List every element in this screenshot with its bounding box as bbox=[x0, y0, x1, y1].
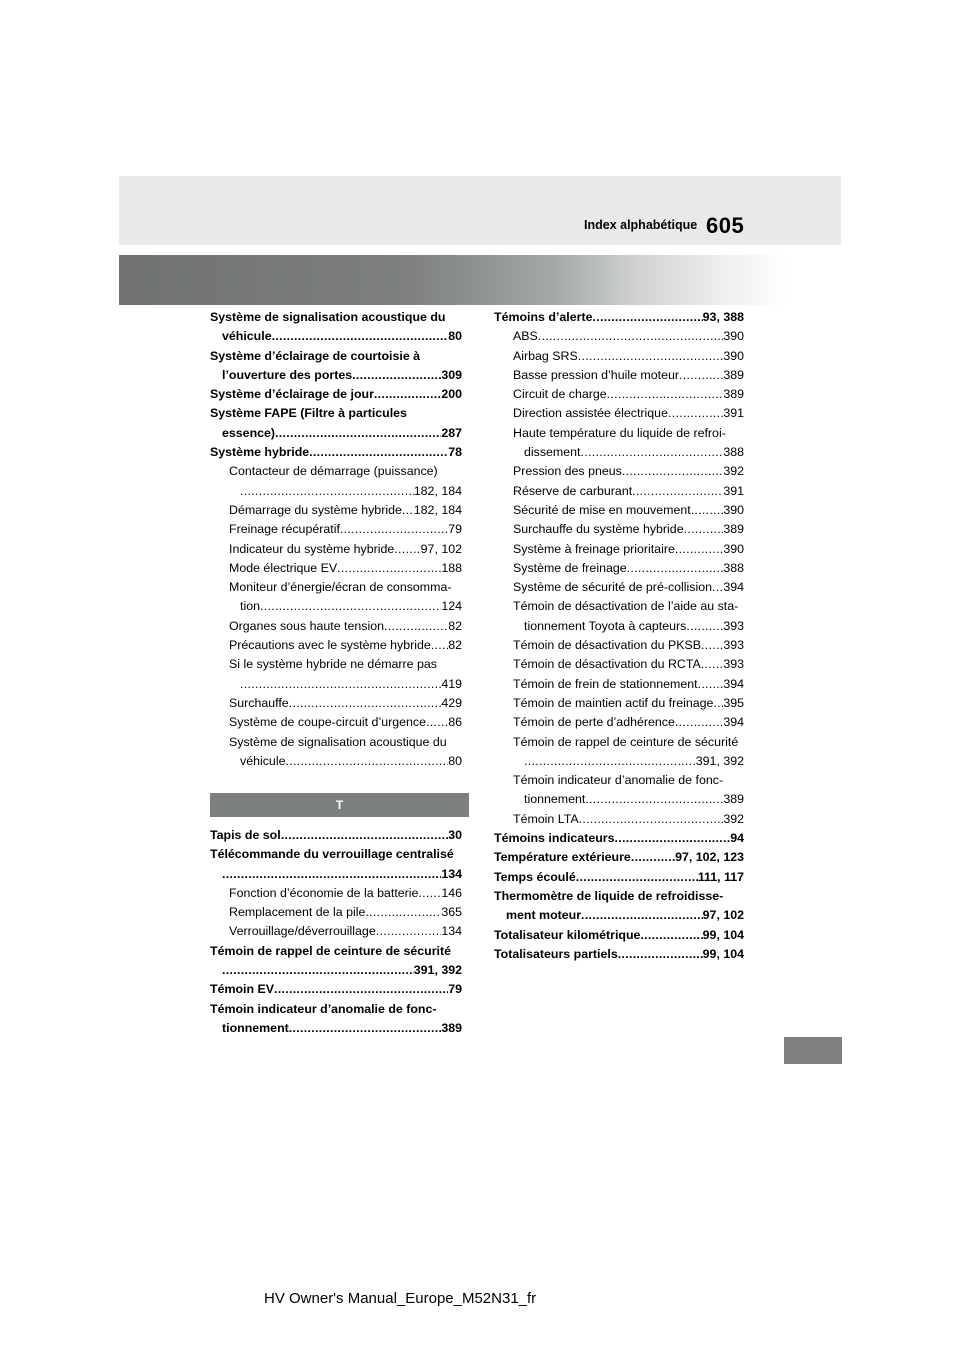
index-entry-line: Télécommande du verrouillage centralisé bbox=[210, 847, 454, 862]
index-subentry: Indicateur du système hybride ..... 97, 102 bbox=[210, 540, 462, 559]
index-entry-line: Système FAPE (Filtre à particules bbox=[210, 406, 407, 421]
index-subentry-line: Si le système hybride ne démarre pas bbox=[229, 657, 437, 672]
page-ref: 78 bbox=[448, 445, 462, 460]
index-subentry-line: Témoin de rappel de ceinture de sécurité bbox=[513, 734, 739, 749]
page-ref: 79 bbox=[448, 522, 462, 537]
index-subentry bbox=[210, 482, 462, 501]
page-ref: 389 bbox=[723, 367, 744, 382]
index-subentry: Réserve de carburant ..... 391 bbox=[494, 482, 744, 501]
page-ref: 393 bbox=[723, 638, 744, 653]
page-ref: 389 bbox=[723, 522, 744, 537]
page-ref: 80 bbox=[448, 329, 462, 344]
page-ref: 392 bbox=[723, 811, 744, 826]
index-subentry: tionnement ..... 389 bbox=[494, 790, 744, 809]
page-ref: 134 bbox=[441, 866, 462, 881]
index-entry: Témoin EV ..... 79 bbox=[210, 980, 462, 999]
index-entry: Tapis de sol ..... 30 bbox=[210, 826, 462, 845]
page-ref: 82 bbox=[448, 618, 462, 633]
index-entry: véhicule ..... 80 bbox=[210, 327, 462, 346]
page-ref: 390 bbox=[723, 329, 744, 344]
chapter-side-tab bbox=[784, 1037, 842, 1064]
index-entry: l’ouverture des portes ..... 309 bbox=[210, 366, 462, 385]
index-subentry: Précautions avec le système hybride ..... 82 bbox=[210, 636, 462, 655]
index-subentry: Système de freinage ..... 388 bbox=[494, 559, 744, 578]
page-ref: 182, 184 bbox=[413, 483, 462, 498]
index-subentry: Airbag SRS ..... 390 bbox=[494, 347, 744, 366]
page-ref: 429 bbox=[441, 695, 462, 710]
index-subentry: Verrouillage/déverrouillage ..... 134 bbox=[210, 922, 462, 941]
index-subentry-line: Témoin indicateur d’anomalie de fonc- bbox=[513, 773, 724, 788]
index-column-right bbox=[494, 308, 744, 964]
index-subentry bbox=[494, 752, 744, 771]
index-subentry: Organes sous haute tension ..... 82 bbox=[210, 617, 462, 636]
index-subentry: Témoin de maintien actif du freinage ..... 395 bbox=[494, 694, 744, 713]
header-title: Index alphabétique bbox=[584, 218, 698, 232]
page-ref: 390 bbox=[723, 541, 744, 556]
page-ref: 111, 117 bbox=[697, 869, 744, 884]
index-subentry: Témoin de désactivation du PKSB ..... 393 bbox=[494, 636, 744, 655]
page-ref: 389 bbox=[441, 1020, 462, 1035]
index-subentry-line: Haute température du liquide de refroi- bbox=[513, 425, 726, 440]
page-ref: 391 bbox=[723, 483, 744, 498]
page-ref: 393 bbox=[723, 657, 744, 672]
page-ref: 99, 104 bbox=[702, 946, 744, 961]
page-ref: 395 bbox=[723, 695, 744, 710]
index-entry-line: Thermomètre de liquide de refroidisse- bbox=[494, 888, 724, 903]
index-subentry: tion ..... 124 bbox=[210, 597, 462, 616]
index-subentry: Système à freinage prioritaire ..... 390 bbox=[494, 540, 744, 559]
index-entry bbox=[210, 961, 462, 980]
page-ref: 393 bbox=[723, 618, 744, 633]
page-ref: 182, 184 bbox=[413, 502, 462, 517]
page-ref: 419 bbox=[441, 676, 462, 691]
index-entry: Température extérieure ..... 97, 102, 123 bbox=[494, 848, 744, 867]
index-entry-line: Témoin de rappel de ceinture de sécurité bbox=[210, 943, 452, 958]
page-ref: 389 bbox=[723, 387, 744, 402]
index-subentry: Fonction d’économie de la batterie ..... 146 bbox=[210, 884, 462, 903]
page-ref: 309 bbox=[441, 367, 462, 382]
index-subentry: Témoin de frein de stationnement ..... 394 bbox=[494, 675, 744, 694]
page-ref: 97, 102, 123 bbox=[675, 850, 744, 865]
page-ref: 134 bbox=[441, 924, 462, 939]
index-entry-line: Système de signalisation acoustique du bbox=[210, 310, 446, 324]
page-ref: 390 bbox=[723, 348, 744, 363]
index-entry: Totalisateur kilométrique ..... 99, 104 bbox=[494, 926, 744, 945]
index-subentry: Freinage récupératif ..... 79 bbox=[210, 520, 462, 539]
index-subentry: Système de sécurité de pré-collision ..... 394 bbox=[494, 578, 744, 597]
index-column-left-t bbox=[210, 826, 462, 1038]
index-subentry: Circuit de charge ..... 389 bbox=[494, 385, 744, 404]
page-number: 605 bbox=[706, 213, 745, 238]
index-subentry-line: Système de signalisation acoustique du bbox=[229, 734, 447, 749]
page-ref: 391, 392 bbox=[413, 963, 462, 978]
index-entry: Témoins indicateurs ..... 94 bbox=[494, 829, 744, 848]
page-ref: 30 bbox=[448, 828, 462, 842]
index-column-left-top bbox=[210, 308, 462, 771]
index-subentry: Mode électrique EV ..... 188 bbox=[210, 559, 462, 578]
index-entry bbox=[210, 865, 462, 884]
index-subentry: Témoin LTA ..... 392 bbox=[494, 810, 744, 829]
page-ref: 97, 102 bbox=[702, 908, 744, 923]
page-ref: 394 bbox=[723, 580, 744, 595]
section-letter-header: T bbox=[210, 793, 469, 817]
page-ref: 124 bbox=[441, 599, 462, 614]
page-ref: 388 bbox=[723, 445, 744, 460]
page-ref: 392 bbox=[723, 464, 744, 479]
page-ref: 146 bbox=[441, 885, 462, 900]
index-subentry: Témoin de désactivation du RCTA ..... 393 bbox=[494, 655, 744, 674]
index-subentry-line: Témoin de désactivation de l’aide au sta- bbox=[513, 599, 739, 614]
index-entry: Système hybride ..... 78 bbox=[210, 443, 462, 462]
index-subentry: dissement ..... 388 bbox=[494, 443, 744, 462]
index-subentry: Remplacement de la pile ..... 365 bbox=[210, 903, 462, 922]
index-subentry-line: Moniteur d’énergie/écran de consomma- bbox=[229, 580, 452, 595]
index-entry: ment moteur ..... 97, 102 bbox=[494, 906, 744, 925]
page-ref: 188 bbox=[441, 560, 462, 575]
index-subentry: Direction assistée électrique ..... 391 bbox=[494, 404, 744, 423]
index-subentry bbox=[210, 675, 462, 694]
page-ref: 93, 388 bbox=[702, 310, 744, 324]
index-entry: Temps écoulé ..... 111, 117 bbox=[494, 868, 744, 887]
page-ref: 365 bbox=[441, 905, 462, 920]
index-entry: Totalisateurs partiels ..... 99, 104 bbox=[494, 945, 744, 964]
page-ref: 82 bbox=[448, 638, 462, 653]
index-entry: essence) ..... 287 bbox=[210, 424, 462, 443]
index-subentry-line: Contacteur de démarrage (puissance) bbox=[229, 464, 438, 479]
index-entry: Témoins d’alerte ..... 93, 388 bbox=[494, 308, 744, 327]
index-subentry: Témoin de perte d’adhérence ..... 394 bbox=[494, 713, 744, 732]
index-entry-line: Témoin indicateur d’anomalie de fonc- bbox=[210, 1001, 437, 1016]
index-subentry: tionnement Toyota à capteurs ..... 393 bbox=[494, 617, 744, 636]
page-ref: 80 bbox=[448, 753, 462, 768]
page-ref: 287 bbox=[441, 425, 462, 440]
index-entry: Système d’éclairage de jour ..... 200 bbox=[210, 385, 462, 404]
page-ref: 86 bbox=[448, 715, 462, 730]
page-ref: 394 bbox=[723, 676, 744, 691]
page-ref: 391 bbox=[723, 406, 744, 421]
index-subentry: Pression des pneus ..... 392 bbox=[494, 462, 744, 481]
page-ref: 388 bbox=[723, 560, 744, 575]
index-subentry: Démarrage du système hybride ..... 182, 184 bbox=[210, 501, 462, 520]
page-ref: 97, 102 bbox=[420, 541, 462, 556]
index-subentry: Sécurité de mise en mouvement ..... 390 bbox=[494, 501, 744, 520]
index-subentry: Surchauffe du système hybride ..... 389 bbox=[494, 520, 744, 539]
index-subentry: Système de coupe-circuit d’urgence ..... 86 bbox=[210, 713, 462, 732]
index-subentry: véhicule ..... 80 bbox=[210, 752, 462, 771]
page-ref: 389 bbox=[723, 792, 744, 807]
gradient-band bbox=[119, 255, 841, 305]
page-ref: 94 bbox=[730, 831, 744, 846]
page-ref: 200 bbox=[441, 387, 462, 402]
index-entry-line: Système d’éclairage de courtoisie à bbox=[210, 348, 421, 363]
page-ref: 394 bbox=[723, 715, 744, 730]
page-ref: 99, 104 bbox=[702, 927, 744, 942]
index-subentry: Basse pression d’huile moteur ..... 389 bbox=[494, 366, 744, 385]
footer-manual-id: HV Owner's Manual_Europe_M52N31_fr bbox=[264, 1290, 537, 1307]
page-ref: 79 bbox=[448, 982, 462, 997]
page-ref: 391, 392 bbox=[695, 753, 744, 768]
page-ref: 390 bbox=[723, 502, 744, 517]
index-entry: tionnement ..... 389 bbox=[210, 1019, 462, 1038]
index-subentry: Surchauffe ..... 429 bbox=[210, 694, 462, 713]
index-subentry: ABS ..... 390 bbox=[494, 327, 744, 346]
